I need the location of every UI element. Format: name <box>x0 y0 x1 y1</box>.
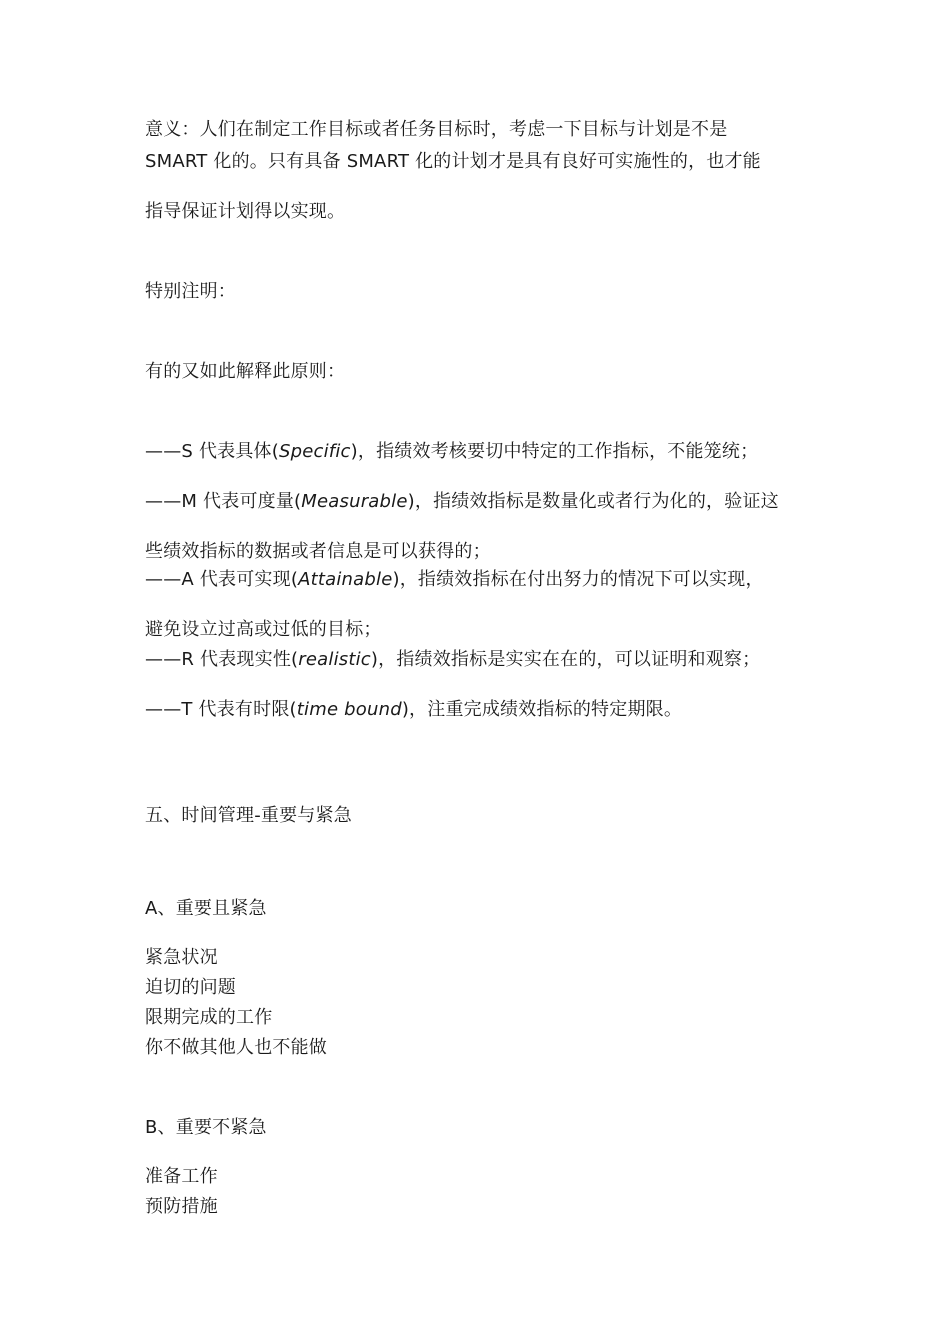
smart-a-continuation: 避免设立过高或过低的目标； <box>145 619 382 640</box>
group-b-title: B、重要不紧急 <box>145 1117 267 1138</box>
smart-s-prefix: ——S 代表具体( <box>145 441 279 462</box>
group-a-item: 限期完成的工作 <box>145 1007 273 1028</box>
group-a-item: 迫切的问题 <box>145 977 236 998</box>
smart-s-line <box>145 440 758 464</box>
smart-t-line <box>145 698 682 722</box>
group-a-title: A、重要且紧急 <box>145 898 267 919</box>
group-b-item: 准备工作 <box>145 1166 218 1187</box>
smart-m-continuation: 些绩效指标的数据或者信息是可以获得的； <box>145 541 491 562</box>
meaning-line-3: 指导保证计划得以实现。 <box>145 201 346 222</box>
smart-a-prefix: ——A 代表可实现( <box>145 569 299 590</box>
smart-a-suffix: )，指绩效指标在付出努力的情况下可以实现， <box>392 569 764 590</box>
smart-a-line <box>145 568 764 592</box>
smart-r-term: realistic <box>298 649 371 670</box>
smart-m-line <box>145 490 779 514</box>
section5-title: 五、时间管理-重要与紧急 <box>145 805 352 826</box>
smart-m-prefix: ——M 代表可度量( <box>145 491 302 512</box>
note-heading: 特别注明： <box>145 281 236 302</box>
group-a-item: 你不做其他人也不能做 <box>145 1037 327 1058</box>
smart-s-term: Specific <box>278 441 351 462</box>
smart-t-prefix: ——T 代表有时限( <box>145 699 297 720</box>
meaning-line-2: SMART 化的。只有具备 SMART 化的计划才是具有良好可实施性的，也才能 <box>145 151 761 172</box>
smart-a-term: Attainable <box>298 569 393 590</box>
smart-s-suffix: )，指绩效考核要切中特定的工作指标，不能笼统； <box>350 441 759 462</box>
smart-m-term: Measurable <box>301 491 408 512</box>
smart-t-suffix: )，注重完成绩效指标的特定期限。 <box>401 699 683 720</box>
smart-r-prefix: ——R 代表现实性( <box>145 649 299 670</box>
explain-heading: 有的又如此解释此原则： <box>145 361 346 382</box>
smart-t-term: time bound <box>296 699 402 720</box>
smart-r-suffix: )，指绩效指标是实实在在的，可以证明和观察； <box>370 649 761 670</box>
group-b-item: 预防措施 <box>145 1196 218 1217</box>
meaning-line-1: 意义：人们在制定工作目标或者任务目标时，考虑一下目标与计划是不是 <box>145 119 728 140</box>
smart-r-line <box>145 648 760 672</box>
smart-m-suffix: )，指绩效指标是数量化或者行为化的，验证这 <box>407 491 779 512</box>
group-a-item: 紧急状况 <box>145 947 218 968</box>
